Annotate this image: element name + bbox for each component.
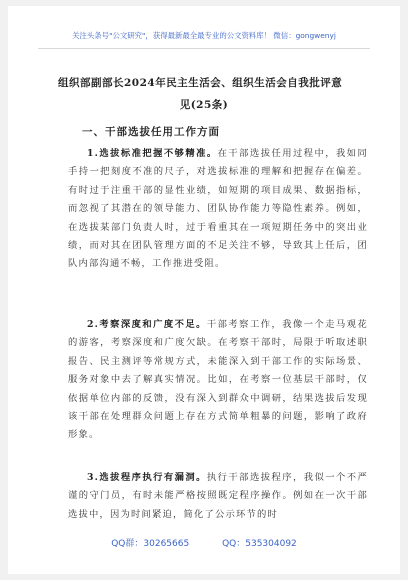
footer-qq-group: QQ群：30265665 — [111, 539, 190, 549]
footer-contact — [8, 536, 400, 549]
paragraph-lead: 3.选拔程序执行有漏洞。 — [87, 472, 207, 483]
header-divider — [38, 48, 370, 49]
document-page — [8, 6, 400, 574]
title-line-1: 组织部副部长2024年民主生活会、组织生活会自我批评意 — [58, 77, 343, 89]
paragraph-text: 执行干部选拔程序，我似一个不严谨的守门员，有时未能严格按照既定程序操作。例如在一次干部选拔中，因为时间紧迫，简化了公示环节的时 — [68, 472, 368, 520]
section-heading: 一、干部选拔任用工作方面 — [82, 126, 220, 138]
title-line-2: 见(25条) — [179, 99, 229, 111]
header-notice: 关注头条号"公文研究"，获得最新最全最专业的公文资料库！ 微信：gongwenyj — [72, 31, 336, 40]
document-title — [58, 72, 370, 116]
footer-qq: QQ：535304092 — [222, 539, 297, 549]
paragraph-lead: 2.考察深度和广度不足。 — [87, 319, 207, 330]
paragraph-lead: 1.选拔标准把握不够精准。 — [87, 148, 218, 159]
paragraph-text: 干部考察工作，我像一个走马观花的游客，考察深度和广度欠缺。在考察干部时，局限于听取述职报告、民主测评等常规方式，未能深入到干部工作的实际场景、服务对象中去了解真实情况。比如，在考察一位基层干部时，仅依据单位内部的反馈，没有深入到群众中调研，结果选拔后发现该干部在处理群众问题上存在方式简单粗暴的问题，影响了政府形象。 — [68, 319, 368, 441]
paragraph-2 — [68, 316, 368, 445]
paragraph-text: 在干部选拔任用过程中，我如同手持一把刻度不准的尺子，对选拔标准的理解和把握存在偏差。有时过于注重干部的显性业绩，如短期的项目成果、数据指标，而忽视了其潜在的领导能力、团队协作能力等隐性素养。例如，在选拔某部门负责人时，过于看重其在一项短期任务中的突出业绩，而对其在团队管理方面的不足关注不够，导致其上任后，团队内部沟通不畅，工作推进受阻。 — [68, 148, 368, 270]
paragraph-1 — [68, 145, 368, 274]
paragraph-3 — [68, 469, 368, 524]
